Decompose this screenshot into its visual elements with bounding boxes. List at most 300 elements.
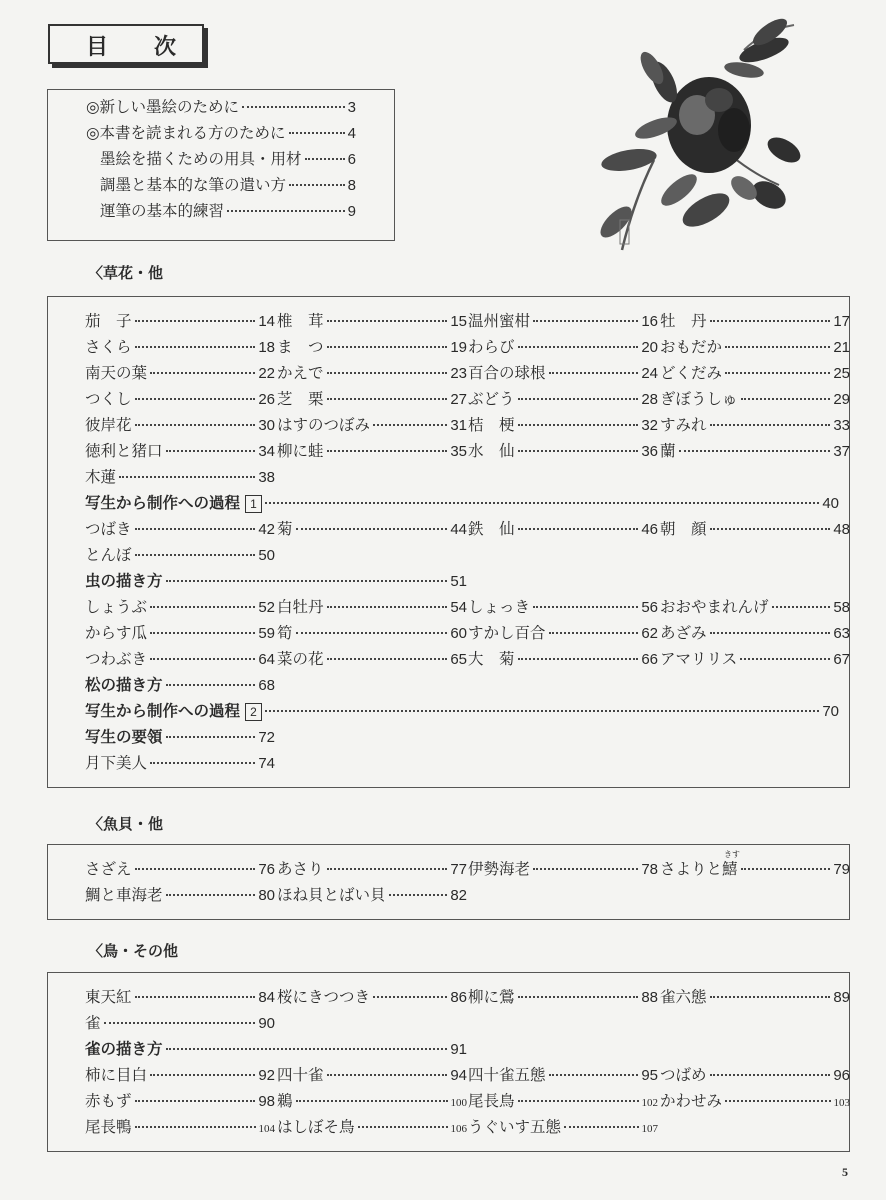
toc-row <box>48 335 849 361</box>
toc-entry <box>277 647 467 669</box>
toc-entry <box>660 309 850 331</box>
page-number: 29 <box>833 391 850 408</box>
toc-row <box>48 1011 849 1037</box>
page-number: 68 <box>258 677 275 694</box>
entry-title: 月下美人 <box>85 754 148 772</box>
page-number: 33 <box>833 417 850 434</box>
dot-leader <box>296 632 448 634</box>
toc-entry <box>468 595 658 617</box>
page-number: 17 <box>833 313 850 330</box>
toc-entry <box>660 361 850 383</box>
dot-leader <box>166 684 256 686</box>
dot-leader <box>135 528 256 530</box>
dot-leader <box>166 894 256 896</box>
dot-leader <box>710 528 831 530</box>
page-number: 15 <box>450 313 467 330</box>
toc-entry <box>85 725 275 747</box>
toc-entry <box>277 413 467 435</box>
page-number: 19 <box>450 339 467 356</box>
page-number: 24 <box>641 365 658 382</box>
dot-leader <box>710 424 831 426</box>
toc-entry <box>85 413 275 435</box>
dot-leader <box>150 632 255 634</box>
ruby-reading: きす <box>724 850 741 859</box>
page-number: 78 <box>641 861 658 878</box>
entry-title: 白牡丹 <box>277 598 324 616</box>
entry-title: 木蓮 <box>85 468 117 486</box>
page-number: 86 <box>450 989 467 1006</box>
toc-row <box>48 1037 849 1063</box>
dot-leader <box>135 554 256 556</box>
toc-entry <box>85 465 275 487</box>
dot-leader <box>327 346 448 348</box>
dot-leader <box>327 606 448 608</box>
toc-entry <box>277 361 467 383</box>
page-number: 104 <box>258 1123 275 1135</box>
toc-row <box>48 543 849 569</box>
dot-leader <box>119 476 255 478</box>
toc-entry <box>277 1115 467 1137</box>
toc-entry <box>468 439 658 461</box>
page-number: 79 <box>833 861 850 878</box>
toc-row <box>48 595 849 621</box>
entry-title: 柿に目白 <box>85 1066 148 1084</box>
page-number: 66 <box>641 651 658 668</box>
dot-leader <box>296 1100 448 1102</box>
toc-entry <box>277 1063 467 1085</box>
toc-row <box>48 699 849 725</box>
entry-title: ぎぼうしゅ <box>660 390 738 408</box>
toc-entry <box>85 517 275 539</box>
entry-title: 写生から制作への過程 <box>85 701 241 720</box>
dot-leader <box>150 606 255 608</box>
entry-title: 雀の描き方 <box>85 1039 163 1058</box>
page-number: 103 <box>833 1097 850 1109</box>
toc-entry <box>660 647 850 669</box>
toc-entry <box>85 595 275 617</box>
entry-title: はしぼそ鳥 <box>277 1118 355 1136</box>
toc-entry <box>277 985 467 1007</box>
toc-entry <box>468 1063 658 1085</box>
toc-entry <box>277 595 467 617</box>
page-number: 60 <box>450 625 467 642</box>
page-number: 51 <box>450 573 467 590</box>
page-number: 90 <box>258 1015 275 1032</box>
dot-leader <box>135 346 256 348</box>
page-number: 82 <box>450 887 467 904</box>
page-number: 107 <box>641 1123 658 1135</box>
page-number: 18 <box>258 339 275 356</box>
page-number: 89 <box>833 989 850 1006</box>
page-number: 58 <box>833 599 850 616</box>
section-heading: 〈鳥・その他 <box>88 942 179 960</box>
entry-title: つばき <box>85 520 132 538</box>
page-number: 38 <box>258 469 275 486</box>
dot-leader <box>135 424 256 426</box>
page-title: 目 次 <box>86 34 189 60</box>
page-number: 88 <box>641 989 658 1006</box>
toc-entry <box>85 1011 275 1033</box>
entry-title: 朝 顔 <box>660 520 707 538</box>
section-frame <box>47 296 850 788</box>
dot-leader <box>518 450 639 452</box>
entry-title: 尾長鳥 <box>468 1092 515 1110</box>
toc-entry <box>468 517 658 539</box>
page-number: 92 <box>258 1067 275 1084</box>
dot-leader <box>741 398 831 400</box>
toc-row <box>48 439 849 465</box>
entry-title: 徳利と猪口 <box>85 442 163 460</box>
page-number: 36 <box>641 443 658 460</box>
toc-entry <box>86 95 356 117</box>
page-number: 30 <box>258 417 275 434</box>
dot-leader <box>710 320 831 322</box>
page-number: 32 <box>641 417 658 434</box>
entry-title: かえで <box>277 364 324 382</box>
dot-leader <box>327 450 448 452</box>
page-number: 98 <box>258 1093 275 1110</box>
dot-leader <box>518 424 639 426</box>
page-number: 94 <box>450 1067 467 1084</box>
page-number: 34 <box>258 443 275 460</box>
page-number: 21 <box>833 339 850 356</box>
entry-title: アマリリス <box>660 650 738 668</box>
entry-title: 伊勢海老 <box>468 860 531 878</box>
toc-row <box>48 1115 849 1141</box>
dot-leader <box>564 1126 638 1128</box>
entry-title: 鉄 仙 <box>468 520 515 538</box>
toc-entry <box>468 621 658 643</box>
entry-title: 芝 栗 <box>277 390 324 408</box>
page-number: 44 <box>450 521 467 538</box>
page-number: 95 <box>641 1067 658 1084</box>
entry-title: つわぶき <box>85 650 148 668</box>
dot-leader <box>740 658 830 660</box>
page-number: 14 <box>258 313 275 330</box>
page-number: 20 <box>641 339 658 356</box>
section-frame <box>47 972 850 1152</box>
entry-title: おおやまれんげ <box>660 598 769 616</box>
toc-entry <box>85 1115 275 1137</box>
part-number-box: 2 <box>245 703 262 721</box>
page-number: 4 <box>347 125 356 142</box>
entry-title: 虫の描き方 <box>85 571 163 590</box>
dot-leader <box>327 320 448 322</box>
dot-leader <box>518 528 639 530</box>
entry-title: 彼岸花 <box>85 416 132 434</box>
page-number: 42 <box>258 521 275 538</box>
page-number: 74 <box>258 755 275 772</box>
dot-leader <box>710 632 831 634</box>
part-number-box: 1 <box>245 495 262 513</box>
entry-title: 柳に鶯 <box>468 988 515 1006</box>
entry-title: 四十雀 <box>277 1066 324 1084</box>
dot-leader <box>389 894 448 896</box>
entry-title: 調墨と基本的な筆の遣い方 <box>100 176 287 194</box>
entry-title: 水 仙 <box>468 442 515 460</box>
dot-leader <box>296 528 448 530</box>
dot-leader <box>327 372 448 374</box>
toc-entry <box>85 985 275 1007</box>
entry-title: 菊 <box>277 520 293 538</box>
page-number: 26 <box>258 391 275 408</box>
toc-entry <box>85 883 275 905</box>
toc-entry <box>277 1089 467 1111</box>
entry-title: すみれ <box>660 416 707 434</box>
entry-title: 東天紅 <box>85 988 132 1006</box>
page-number: 106 <box>450 1123 467 1135</box>
toc-entry <box>85 543 275 565</box>
dot-leader <box>289 132 345 134</box>
toc-entry <box>468 1115 658 1137</box>
page-number: 102 <box>641 1097 658 1109</box>
entry-title: 桜にきつつき <box>277 988 371 1006</box>
page-number: 37 <box>833 443 850 460</box>
entry-title: 蘭 <box>660 442 676 460</box>
toc-entry <box>468 309 658 331</box>
dot-leader <box>150 762 255 764</box>
dot-leader <box>358 1126 448 1128</box>
page-number: 59 <box>258 625 275 642</box>
page-number: 80 <box>258 887 275 904</box>
toc-entry <box>86 121 356 143</box>
page-number: 23 <box>450 365 467 382</box>
toc-entry <box>277 517 467 539</box>
dot-leader <box>549 632 639 634</box>
dot-leader <box>741 868 831 870</box>
toc-row <box>48 1089 849 1115</box>
entry-title: 桔 梗 <box>468 416 515 434</box>
entry-title: はすのつぼみ <box>277 416 371 434</box>
toc-entry <box>85 1037 467 1059</box>
toc-entry <box>468 857 658 879</box>
dot-leader <box>725 372 830 374</box>
page-number: 84 <box>258 989 275 1006</box>
toc-entry <box>468 361 658 383</box>
entry-title: しょうぶ <box>85 598 148 616</box>
entry-title: 運筆の基本的練習 <box>100 202 225 220</box>
page-number: 22 <box>258 365 275 382</box>
entry-title: 南天の葉 <box>85 364 148 382</box>
entry-title: すかし百合 <box>468 624 546 642</box>
entry-title: どくだみ <box>660 364 723 382</box>
toc-entry <box>277 857 467 879</box>
page-number: 48 <box>833 521 850 538</box>
dot-leader <box>710 1074 831 1076</box>
page-number: 54 <box>450 599 467 616</box>
toc-entry <box>277 387 467 409</box>
entry-title: 筍 <box>277 624 293 642</box>
page-number: 76 <box>258 861 275 878</box>
toc-entry <box>277 439 467 461</box>
toc-entry <box>660 413 850 435</box>
dot-leader <box>150 658 255 660</box>
page-number: 9 <box>347 203 356 220</box>
entry-title: ほね貝とばい貝 <box>277 886 386 904</box>
dot-leader <box>242 106 345 108</box>
toc-entry <box>85 1089 275 1111</box>
dot-leader <box>518 658 639 660</box>
toc-entry <box>660 985 850 1007</box>
page-number: 27 <box>450 391 467 408</box>
entry-title: つばめ <box>660 1066 707 1084</box>
entry-title: 写生から制作への過程 <box>85 493 241 512</box>
page-number: 96 <box>833 1067 850 1084</box>
toc-entry <box>468 1089 658 1111</box>
dot-leader <box>373 424 447 426</box>
toc-entry <box>660 387 850 409</box>
dot-leader <box>327 868 448 870</box>
entry-title: 鯛と車海老 <box>85 886 163 904</box>
entry-title: 鵜 <box>277 1092 293 1110</box>
entry-title: おもだか <box>660 338 723 356</box>
toc-row <box>48 883 849 909</box>
dot-leader <box>710 996 831 998</box>
section-heading: 〈草花・他 <box>88 264 164 282</box>
entry-title: うぐいす五態 <box>468 1118 562 1136</box>
page-number: 62 <box>641 625 658 642</box>
toc-entry <box>660 335 850 357</box>
dot-leader <box>150 1074 255 1076</box>
toc-entry <box>100 173 356 195</box>
toc-row <box>48 309 849 335</box>
dot-leader <box>135 398 256 400</box>
toc-row <box>48 569 849 595</box>
page-number: 8 <box>347 177 356 194</box>
toc-row <box>48 413 849 439</box>
dot-leader <box>518 346 639 348</box>
page-number: 56 <box>641 599 658 616</box>
page-number: 63 <box>833 625 850 642</box>
dot-leader <box>104 1022 256 1024</box>
page-number: 35 <box>450 443 467 460</box>
dot-leader <box>327 658 448 660</box>
ruby-character: 鱚 きす <box>722 850 741 878</box>
dot-leader <box>265 502 819 504</box>
toc-entry <box>660 595 850 617</box>
entry-title: 椎 茸 <box>277 312 324 330</box>
page-number: 25 <box>833 365 850 382</box>
toc-entry <box>85 673 275 695</box>
dot-leader <box>227 210 345 212</box>
dot-leader <box>166 450 256 452</box>
entry-title: わらび <box>468 338 515 356</box>
page-number: 70 <box>822 703 839 720</box>
dot-leader <box>772 606 831 608</box>
dot-leader <box>135 1126 256 1128</box>
toc-entry <box>660 1089 850 1111</box>
dot-leader <box>135 1100 256 1102</box>
dot-leader <box>725 1100 830 1102</box>
entry-title: 温州蜜柑 <box>468 312 531 330</box>
entry-title: ま つ <box>277 338 324 356</box>
page-number: 5 <box>842 1165 848 1179</box>
toc-row <box>48 985 849 1011</box>
entry-title: あざみ <box>660 624 707 642</box>
entry-title: ぶどう <box>468 390 515 408</box>
toc-row <box>48 725 849 751</box>
entry-title: 赤もず <box>85 1092 132 1110</box>
toc-entry <box>85 751 275 773</box>
toc-entry <box>660 439 850 461</box>
toc-entry <box>468 413 658 435</box>
dot-leader <box>679 450 831 452</box>
entry-title: 百合の球根 <box>468 364 546 382</box>
dot-leader <box>518 1100 639 1102</box>
entry-title: 四十雀五態 <box>468 1066 546 1084</box>
entry-title: さよりと鱚 きす <box>660 850 741 878</box>
dot-leader <box>166 580 448 582</box>
entry-title: 大 菊 <box>468 650 515 668</box>
toc-entry <box>277 621 467 643</box>
entry-title: 菜の花 <box>277 650 324 668</box>
dot-leader <box>327 398 448 400</box>
page-number: 91 <box>450 1041 467 1058</box>
dot-leader <box>518 398 639 400</box>
dot-leader <box>135 320 256 322</box>
dot-leader <box>305 158 345 160</box>
toc-entry <box>277 883 467 905</box>
toc-row <box>48 361 849 387</box>
entry-title: 松の描き方 <box>85 675 163 694</box>
entry-title: 墨絵を描くための用具・用材 <box>100 150 302 168</box>
page-number: 40 <box>822 495 839 512</box>
toc-entry <box>660 621 850 643</box>
toc-entry <box>468 985 658 1007</box>
entry-title: 尾長鴨 <box>85 1118 132 1136</box>
dot-leader <box>533 320 638 322</box>
toc-entry <box>85 699 839 721</box>
dot-leader <box>725 346 830 348</box>
page-number: 65 <box>450 651 467 668</box>
toc-row <box>48 491 849 517</box>
entry-title: からす瓜 <box>85 624 148 642</box>
toc-entry <box>85 621 275 643</box>
page-number: 6 <box>347 151 356 168</box>
page-number: 67 <box>833 651 850 668</box>
section-heading: 〈魚貝・他 <box>88 815 164 833</box>
entry-title: つくし <box>85 390 132 408</box>
dot-leader <box>533 606 638 608</box>
toc-entry <box>100 147 356 169</box>
entry-title: 雀六態 <box>660 988 707 1006</box>
toc-entry <box>85 439 275 461</box>
entry-title: さざえ <box>85 860 132 878</box>
dot-leader <box>327 1074 448 1076</box>
dot-leader <box>289 184 345 186</box>
dot-leader <box>265 710 819 712</box>
toc-entry <box>85 569 467 591</box>
page-number: 31 <box>450 417 467 434</box>
section-frame <box>47 844 850 920</box>
page-number: 72 <box>258 729 275 746</box>
toc-row <box>48 517 849 543</box>
toc-entry <box>468 387 658 409</box>
page-number: 52 <box>258 599 275 616</box>
toc-row <box>48 850 850 883</box>
toc-entry <box>277 335 467 357</box>
entry-title: 牡 丹 <box>660 312 707 330</box>
page-number: 16 <box>641 313 658 330</box>
dot-leader <box>135 868 256 870</box>
dot-leader <box>150 372 255 374</box>
toc-entry <box>85 335 275 357</box>
toc-entry <box>660 850 850 879</box>
toc-entry <box>85 491 839 513</box>
toc-entry <box>85 1063 275 1085</box>
dot-leader <box>533 868 638 870</box>
toc-entry <box>85 309 275 331</box>
